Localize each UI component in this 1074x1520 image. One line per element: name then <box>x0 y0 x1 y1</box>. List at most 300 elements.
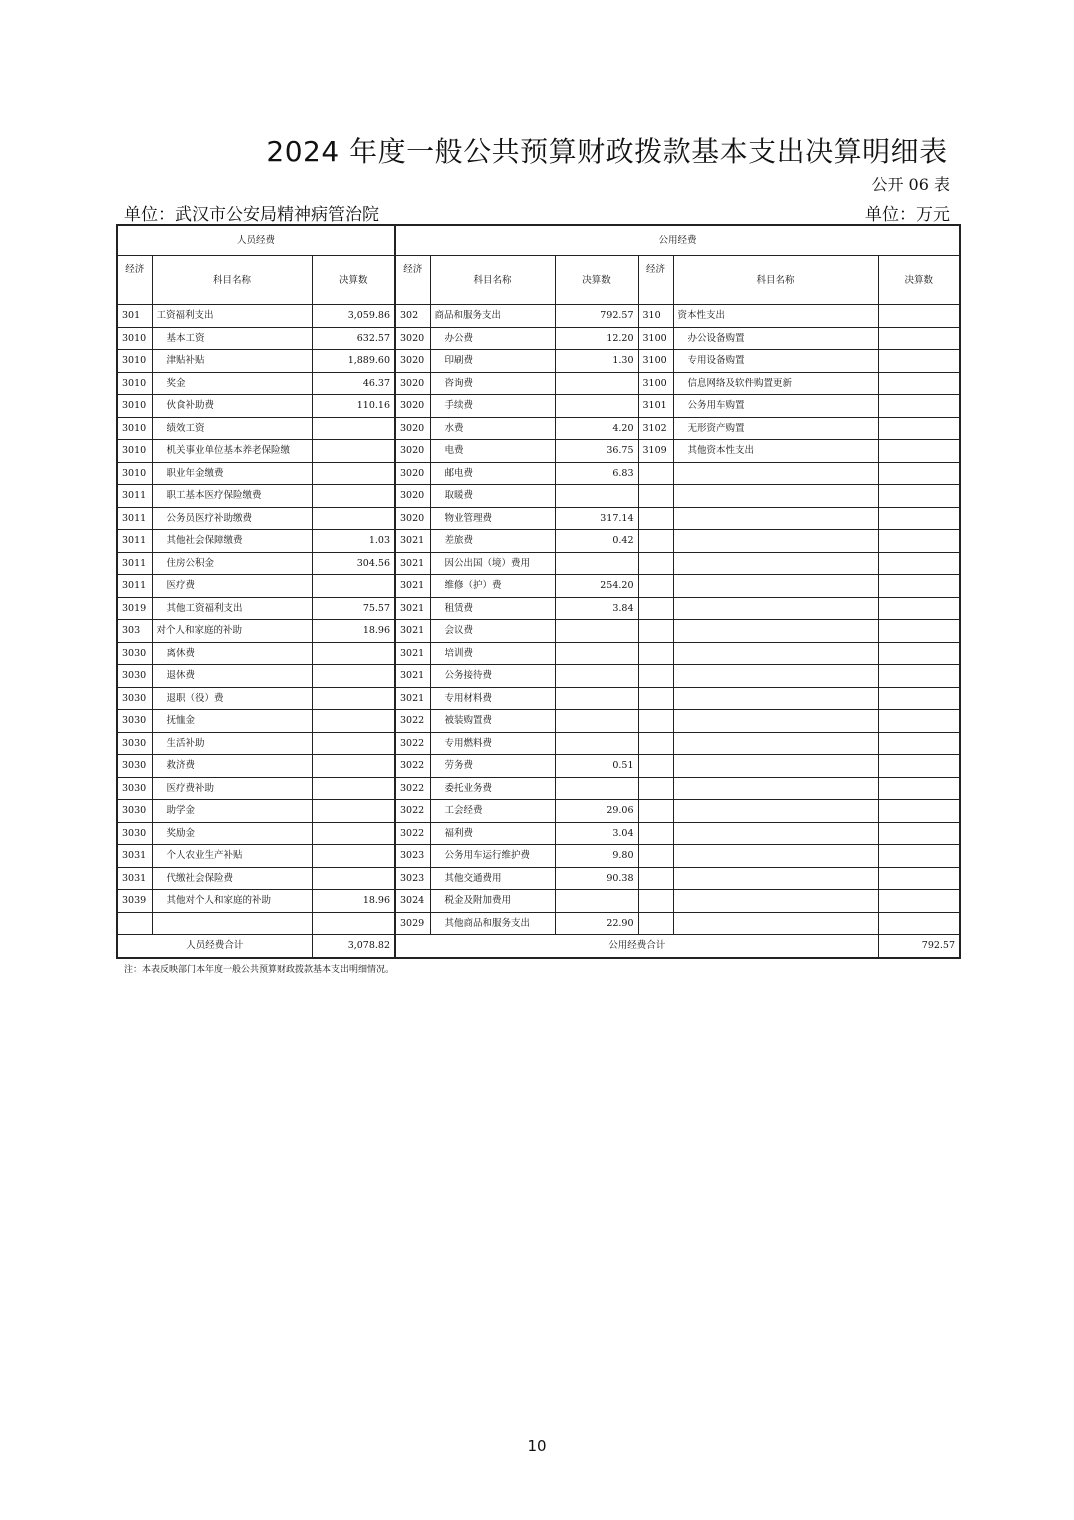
code-cell: 3020 <box>395 395 430 418</box>
code-cell: 3010 <box>117 372 152 395</box>
amount-cell <box>878 687 960 710</box>
amount-cell: 46.37 <box>312 372 395 395</box>
name-cell: 代缴社会保险费 <box>152 867 312 890</box>
name-cell <box>673 530 878 553</box>
name-cell: 其他对个人和家庭的补助 <box>152 890 312 913</box>
amount-cell <box>312 507 395 530</box>
name-cell <box>673 732 878 755</box>
amount-cell <box>878 597 960 620</box>
code-cell: 3021 <box>395 620 430 643</box>
code-cell <box>638 687 673 710</box>
code-cell: 303 <box>117 620 152 643</box>
group-public: 公用经费 <box>395 225 960 256</box>
code-cell: 3030 <box>117 800 152 823</box>
name-cell: 奖励金 <box>152 822 312 845</box>
table-row <box>117 912 960 935</box>
name-cell <box>673 485 878 508</box>
code-cell: 3021 <box>395 575 430 598</box>
total-public-value: 792.57 <box>878 935 960 958</box>
amount-cell <box>312 687 395 710</box>
amount-cell: 1,889.60 <box>312 350 395 373</box>
amount-cell <box>878 912 960 935</box>
code-cell: 3030 <box>117 777 152 800</box>
amount-cell: 317.14 <box>555 507 638 530</box>
total-personnel-value: 3,078.82 <box>312 935 395 958</box>
page-number: 10 <box>527 1437 547 1455</box>
code-cell: 3030 <box>117 687 152 710</box>
name-cell: 咨询费 <box>430 372 555 395</box>
name-cell: 基本工资 <box>152 327 312 350</box>
table-row <box>117 395 960 418</box>
table-row <box>117 440 960 463</box>
code-cell <box>638 642 673 665</box>
table-row <box>117 507 960 530</box>
amount-cell <box>878 642 960 665</box>
amount-cell: 29.06 <box>555 800 638 823</box>
name-cell: 职业年金缴费 <box>152 462 312 485</box>
name-cell: 取暖费 <box>430 485 555 508</box>
code-cell <box>638 462 673 485</box>
name-cell <box>673 755 878 778</box>
name-cell: 退休费 <box>152 665 312 688</box>
header-code-3: 经济 <box>638 256 673 305</box>
name-cell: 公务员医疗补助缴费 <box>152 507 312 530</box>
amount-cell <box>878 417 960 440</box>
name-cell: 物业管理费 <box>430 507 555 530</box>
amount-cell: 6.83 <box>555 462 638 485</box>
name-cell <box>673 822 878 845</box>
code-cell: 3109 <box>638 440 673 463</box>
amount-cell <box>555 665 638 688</box>
code-cell: 3011 <box>117 530 152 553</box>
amount-cell <box>312 732 395 755</box>
code-cell: 3022 <box>395 800 430 823</box>
code-cell: 3022 <box>395 822 430 845</box>
table-row <box>117 417 960 440</box>
code-cell: 3021 <box>395 552 430 575</box>
name-cell: 退职（役）费 <box>152 687 312 710</box>
amount-cell <box>555 620 638 643</box>
name-cell: 津贴补贴 <box>152 350 312 373</box>
name-cell <box>673 642 878 665</box>
group-personnel: 人员经费 <box>117 225 395 256</box>
code-cell <box>638 530 673 553</box>
code-cell: 3020 <box>395 417 430 440</box>
table-row <box>117 327 960 350</box>
code-cell: 3011 <box>117 507 152 530</box>
code-cell <box>638 912 673 935</box>
amount-cell <box>555 777 638 800</box>
code-cell: 3011 <box>117 485 152 508</box>
expenditure-table <box>116 224 961 959</box>
name-cell: 公务用车运行维护费 <box>430 845 555 868</box>
amount-cell: 36.75 <box>555 440 638 463</box>
amount-cell <box>878 890 960 913</box>
code-cell: 3030 <box>117 665 152 688</box>
name-cell <box>673 462 878 485</box>
name-cell: 离休费 <box>152 642 312 665</box>
code-cell: 3021 <box>395 687 430 710</box>
code-cell: 3020 <box>395 462 430 485</box>
amount-cell <box>312 912 395 935</box>
table-row <box>117 485 960 508</box>
code-cell <box>638 890 673 913</box>
name-cell: 手续费 <box>430 395 555 418</box>
name-cell: 公务接待费 <box>430 665 555 688</box>
amount-cell <box>878 710 960 733</box>
amount-cell <box>878 305 960 328</box>
table-row <box>117 665 960 688</box>
amount-cell <box>312 845 395 868</box>
name-cell: 医疗费 <box>152 575 312 598</box>
header-amount-3: 决算数 <box>878 256 960 305</box>
amount-cell: 632.57 <box>312 327 395 350</box>
name-cell: 职工基本医疗保险缴费 <box>152 485 312 508</box>
unit-currency: 单位：万元 <box>865 205 950 225</box>
code-cell: 3100 <box>638 327 673 350</box>
name-cell: 会议费 <box>430 620 555 643</box>
amount-cell: 12.20 <box>555 327 638 350</box>
code-cell <box>638 732 673 755</box>
code-cell: 3023 <box>395 867 430 890</box>
name-cell: 伙食补助费 <box>152 395 312 418</box>
amount-cell <box>312 485 395 508</box>
code-cell: 3020 <box>395 327 430 350</box>
code-cell: 3102 <box>638 417 673 440</box>
table-row <box>117 530 960 553</box>
name-cell: 公务用车购置 <box>673 395 878 418</box>
name-cell: 无形资产购置 <box>673 417 878 440</box>
table-row <box>117 372 960 395</box>
amount-cell <box>312 755 395 778</box>
name-cell: 租赁费 <box>430 597 555 620</box>
name-cell: 个人农业生产补贴 <box>152 845 312 868</box>
table-row <box>117 462 960 485</box>
amount-cell <box>878 552 960 575</box>
code-cell <box>638 867 673 890</box>
name-cell: 工资福利支出 <box>152 305 312 328</box>
amount-cell: 18.96 <box>312 890 395 913</box>
name-cell: 专用设备购置 <box>673 350 878 373</box>
name-cell <box>673 552 878 575</box>
amount-cell <box>312 800 395 823</box>
name-cell <box>673 777 878 800</box>
amount-cell <box>878 327 960 350</box>
code-cell <box>638 822 673 845</box>
amount-cell <box>878 755 960 778</box>
table-row <box>117 575 960 598</box>
name-cell: 机关事业单位基本养老保险缴 <box>152 440 312 463</box>
code-cell: 3031 <box>117 845 152 868</box>
name-cell <box>673 575 878 598</box>
amount-cell: 4.20 <box>555 417 638 440</box>
amount-cell <box>312 575 395 598</box>
name-cell: 福利费 <box>430 822 555 845</box>
name-cell: 办公费 <box>430 327 555 350</box>
amount-cell: 1.03 <box>312 530 395 553</box>
code-cell <box>638 665 673 688</box>
name-cell: 差旅费 <box>430 530 555 553</box>
code-cell: 3030 <box>117 755 152 778</box>
amount-cell <box>555 710 638 733</box>
name-cell <box>673 912 878 935</box>
code-cell: 3020 <box>395 350 430 373</box>
amount-cell <box>312 642 395 665</box>
amount-cell: 3.84 <box>555 597 638 620</box>
amount-cell: 9.80 <box>555 845 638 868</box>
name-cell: 生活补助 <box>152 732 312 755</box>
name-cell: 办公设备购置 <box>673 327 878 350</box>
group-header-row <box>117 225 960 256</box>
header-name-2: 科目名称 <box>430 256 555 305</box>
amount-cell <box>312 462 395 485</box>
code-cell <box>638 507 673 530</box>
name-cell <box>152 912 312 935</box>
name-cell: 因公出国（境）费用 <box>430 552 555 575</box>
code-cell <box>638 800 673 823</box>
name-cell: 印刷费 <box>430 350 555 373</box>
amount-cell <box>878 372 960 395</box>
table-row <box>117 755 960 778</box>
code-cell <box>638 485 673 508</box>
name-cell: 专用燃料费 <box>430 732 555 755</box>
code-cell: 3010 <box>117 462 152 485</box>
code-cell: 3019 <box>117 597 152 620</box>
amount-cell <box>878 462 960 485</box>
name-cell: 专用材料费 <box>430 687 555 710</box>
form-number: 公开 06 表 <box>871 175 950 194</box>
amount-cell: 3.04 <box>555 822 638 845</box>
code-cell: 3022 <box>395 710 430 733</box>
amount-cell <box>555 732 638 755</box>
name-cell: 其他商品和服务支出 <box>430 912 555 935</box>
amount-cell <box>555 642 638 665</box>
name-cell <box>673 710 878 733</box>
table-row <box>117 305 960 328</box>
code-cell: 3022 <box>395 777 430 800</box>
amount-cell <box>312 867 395 890</box>
name-cell: 委托业务费 <box>430 777 555 800</box>
table-row <box>117 800 960 823</box>
amount-cell <box>878 665 960 688</box>
code-cell: 3031 <box>117 867 152 890</box>
code-cell <box>638 552 673 575</box>
code-cell: 3029 <box>395 912 430 935</box>
header-code-1: 经济 <box>117 256 152 305</box>
name-cell: 资本性支出 <box>673 305 878 328</box>
amount-cell <box>878 777 960 800</box>
page-title: 2024 年度一般公共预算财政拨款基本支出决算明细表 <box>266 135 948 168</box>
name-cell: 医疗费补助 <box>152 777 312 800</box>
name-cell: 助学金 <box>152 800 312 823</box>
code-cell <box>638 597 673 620</box>
table-row <box>117 777 960 800</box>
header-amount-1: 决算数 <box>312 256 395 305</box>
code-cell: 3021 <box>395 665 430 688</box>
table-row <box>117 822 960 845</box>
amount-cell <box>555 372 638 395</box>
amount-cell <box>878 575 960 598</box>
table-row <box>117 710 960 733</box>
amount-cell <box>878 485 960 508</box>
table-row <box>117 620 960 643</box>
table-row <box>117 687 960 710</box>
code-cell: 3021 <box>395 597 430 620</box>
name-cell: 抚恤金 <box>152 710 312 733</box>
name-cell: 工会经费 <box>430 800 555 823</box>
name-cell: 其他工资福利支出 <box>152 597 312 620</box>
amount-cell: 18.96 <box>312 620 395 643</box>
amount-cell: 90.38 <box>555 867 638 890</box>
name-cell <box>673 800 878 823</box>
amount-cell <box>312 822 395 845</box>
name-cell: 税金及附加费用 <box>430 890 555 913</box>
name-cell: 水费 <box>430 417 555 440</box>
code-cell: 3020 <box>395 440 430 463</box>
amount-cell <box>878 507 960 530</box>
code-cell: 302 <box>395 305 430 328</box>
code-cell: 3030 <box>117 642 152 665</box>
amount-cell <box>555 552 638 575</box>
code-cell: 3010 <box>117 395 152 418</box>
name-cell: 绩效工资 <box>152 417 312 440</box>
table-row <box>117 845 960 868</box>
amount-cell <box>878 732 960 755</box>
header-name-3: 科目名称 <box>673 256 878 305</box>
name-cell: 住房公积金 <box>152 552 312 575</box>
name-cell: 其他交通费用 <box>430 867 555 890</box>
code-cell: 3010 <box>117 417 152 440</box>
code-cell: 3011 <box>117 552 152 575</box>
amount-cell: 0.42 <box>555 530 638 553</box>
name-cell: 劳务费 <box>430 755 555 778</box>
code-cell <box>117 912 152 935</box>
code-cell: 3100 <box>638 350 673 373</box>
amount-cell <box>555 687 638 710</box>
code-cell: 3021 <box>395 530 430 553</box>
amount-cell <box>312 777 395 800</box>
amount-cell: 110.16 <box>312 395 395 418</box>
code-cell: 310 <box>638 305 673 328</box>
name-cell: 被装购置费 <box>430 710 555 733</box>
amount-cell <box>312 665 395 688</box>
name-cell: 其他资本性支出 <box>673 440 878 463</box>
amount-cell <box>878 822 960 845</box>
amount-cell: 0.51 <box>555 755 638 778</box>
amount-cell <box>878 620 960 643</box>
code-cell: 3030 <box>117 710 152 733</box>
amount-cell: 22.90 <box>555 912 638 935</box>
table-row <box>117 350 960 373</box>
amount-cell <box>878 350 960 373</box>
name-cell: 维修（护）费 <box>430 575 555 598</box>
table-row <box>117 867 960 890</box>
amount-cell: 3,059.86 <box>312 305 395 328</box>
code-cell: 3100 <box>638 372 673 395</box>
column-header-row <box>117 256 960 305</box>
name-cell <box>673 665 878 688</box>
name-cell <box>673 687 878 710</box>
name-cell <box>673 620 878 643</box>
code-cell <box>638 620 673 643</box>
name-cell: 商品和服务支出 <box>430 305 555 328</box>
amount-cell <box>878 800 960 823</box>
name-cell <box>673 845 878 868</box>
amount-cell <box>878 530 960 553</box>
name-cell <box>673 507 878 530</box>
table-row <box>117 597 960 620</box>
name-cell <box>673 890 878 913</box>
amount-cell: 1.30 <box>555 350 638 373</box>
code-cell: 3010 <box>117 327 152 350</box>
code-cell: 3020 <box>395 485 430 508</box>
name-cell: 邮电费 <box>430 462 555 485</box>
amount-cell <box>312 440 395 463</box>
table-note: 注：本表反映部门本年度一般公共预算财政拨款基本支出明细情况。 <box>124 965 395 975</box>
code-cell <box>638 575 673 598</box>
name-cell <box>673 867 878 890</box>
code-cell <box>638 845 673 868</box>
code-cell: 3020 <box>395 372 430 395</box>
table-row <box>117 552 960 575</box>
code-cell: 3022 <box>395 732 430 755</box>
code-cell: 3020 <box>395 507 430 530</box>
unit-organization: 单位：武汉市公安局精神病管治院 <box>124 205 379 225</box>
amount-cell <box>555 890 638 913</box>
header-name-1: 科目名称 <box>152 256 312 305</box>
code-cell: 3010 <box>117 440 152 463</box>
code-cell: 3022 <box>395 755 430 778</box>
table-row <box>117 732 960 755</box>
amount-cell: 75.57 <box>312 597 395 620</box>
header-amount-2: 决算数 <box>555 256 638 305</box>
code-cell: 3023 <box>395 845 430 868</box>
amount-cell: 254.20 <box>555 575 638 598</box>
table-row <box>117 642 960 665</box>
code-cell: 3030 <box>117 822 152 845</box>
name-cell: 其他社会保障缴费 <box>152 530 312 553</box>
total-personnel-label: 人员经费合计 <box>117 935 312 958</box>
code-cell: 3039 <box>117 890 152 913</box>
code-cell: 3101 <box>638 395 673 418</box>
code-cell: 3021 <box>395 642 430 665</box>
name-cell: 信息网络及软件购置更新 <box>673 372 878 395</box>
total-row <box>117 935 960 958</box>
code-cell: 3010 <box>117 350 152 373</box>
name-cell: 救济费 <box>152 755 312 778</box>
amount-cell <box>878 395 960 418</box>
code-cell <box>638 710 673 733</box>
table-row <box>117 890 960 913</box>
name-cell: 培训费 <box>430 642 555 665</box>
code-cell <box>638 777 673 800</box>
header-code-2: 经济 <box>395 256 430 305</box>
code-cell: 3011 <box>117 575 152 598</box>
amount-cell <box>555 395 638 418</box>
amount-cell: 792.57 <box>555 305 638 328</box>
code-cell: 3030 <box>117 732 152 755</box>
code-cell: 301 <box>117 305 152 328</box>
name-cell: 电费 <box>430 440 555 463</box>
amount-cell <box>555 485 638 508</box>
total-public-label: 公用经费合计 <box>395 935 878 958</box>
amount-cell: 304.56 <box>312 552 395 575</box>
amount-cell <box>878 867 960 890</box>
code-cell: 3024 <box>395 890 430 913</box>
amount-cell <box>878 440 960 463</box>
amount-cell <box>312 710 395 733</box>
name-cell: 奖金 <box>152 372 312 395</box>
